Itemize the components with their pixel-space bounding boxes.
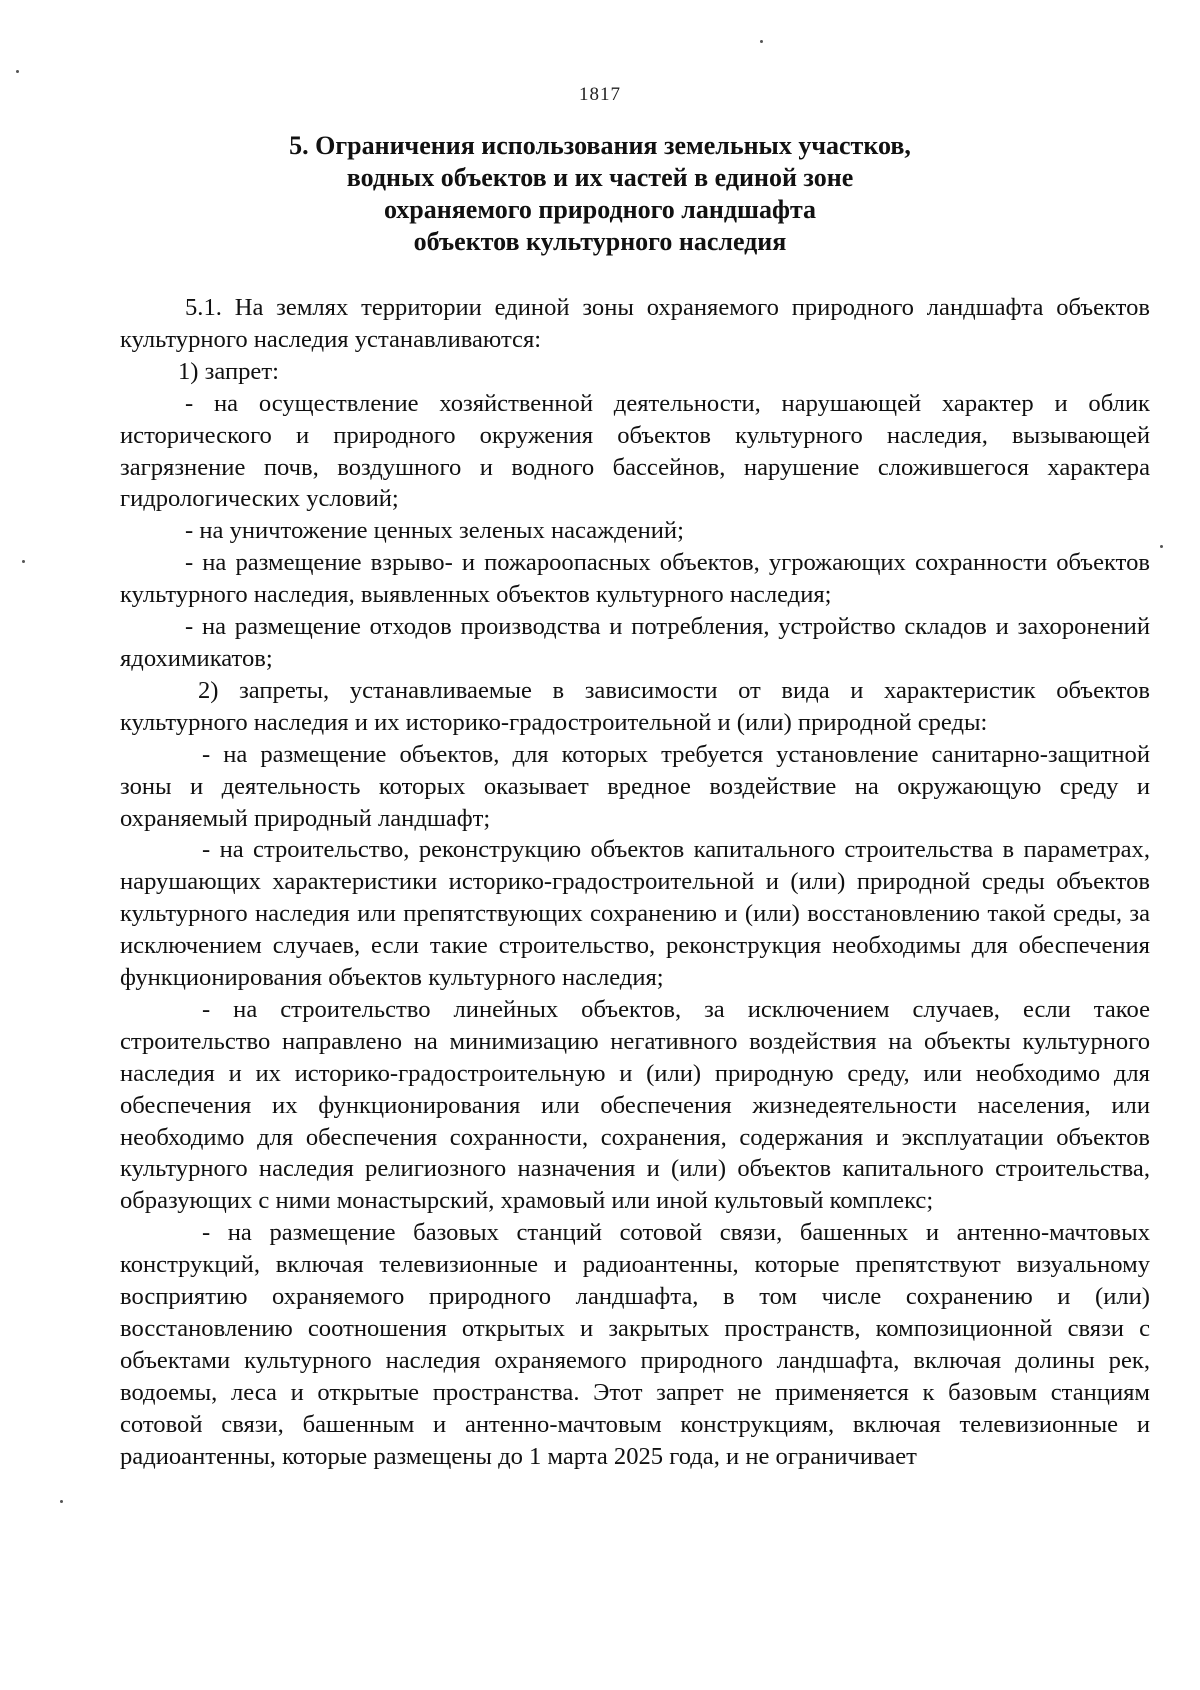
scan-speck (1160, 545, 1163, 548)
prohibition-item: - на строительство линейных объектов, за исключением случаев, если такое строительство направлено на минимизацию негативного воздействия на объекты культурного наследия и их историко-градостроительную и (или) природную среду, или необходимо для обеспечения их функционирования или обеспечения жизнедеятельности населения, или необходимо для обеспечения сохранности, сохранения, содержания и эксплуатации объектов культурного наследия религиозного назначения и (или) объектов капитального строительства, образующих с ними монастырский, храмовый или иной культовый комплекс; (120, 995, 1150, 1215)
scan-speck (22, 560, 25, 563)
prohibition-item: - на размещение объектов, для которых требуется установление санитарно-защитной зоны и деятельность которых оказывает вредное воздействие на окружающую среду и охраняемый природный ландшафт; (120, 740, 1150, 832)
list-item-2: 2) запреты, устанавливаемые в зависимости от вида и характеристик объектов культурного наследия и их историко-градостроительной и (или) природной среды: (120, 676, 1150, 736)
scan-speck (16, 70, 19, 73)
page-number: 1817 (579, 84, 621, 105)
scan-speck (60, 1500, 63, 1503)
prohibition-item: - на размещение взрыво- и пожароопасных объектов, угрожающих сохранности объектов культурного наследия, выявленных объектов культурного наследия; (120, 549, 1150, 609)
scan-speck (760, 40, 763, 43)
heading-line: объектов культурного наследия (413, 227, 787, 256)
prohibition-item: - на размещение базовых станций сотовой связи, башенных и антенно-мачтовых конструкций, включая телевизионные и радиоантенны, которые препятствуют визуальному восприятию охраняемого природного ландшафта, в том числе сохранению и (или) восстановлению соотношения открытых и закрытых пространств, композиционной связи с объектами культурного наследия охраняемого природного ландшафта, включая долины рек, водоемы, леса и открытые пространства. Этот запрет не применяется к базовым станциям сотовой связи, башенным и антенно-мачтовым конструкциям, включая телевизионные и радиоантенны, которые размещены до 1 марта 2025 года, и не ограничивает (120, 1219, 1150, 1470)
list-item-1: 1) запрет: (178, 357, 279, 385)
document-body (120, 292, 1150, 1473)
prohibition-item: - на осуществление хозяйственной деятельности, нарушающей характер и облик исторического и природного окружения объектов культурного наследия, вызывающей загрязнение почв, воздушного и водного бассейнов, нарушение сложившегося характера гидрологических условий; (120, 389, 1150, 513)
paragraph-5-1: 5.1. На землях территории единой зоны охраняемого природного ландшафта объектов культурного наследия устанавливаются: (120, 294, 1150, 353)
section-heading (0, 130, 1200, 258)
heading-line: водных объектов и их частей в единой зоне (346, 163, 854, 192)
prohibition-item: - на уничтожение ценных зеленых насаждений; (185, 517, 684, 545)
prohibition-item: - на строительство, реконструкцию объектов капитального строительства в параметрах, нарушающих характеристики историко-градостроительной и (или) природной среды объектов культурного наследия или препятствующих сохранению и (или) восстановлению такой среды, за исключением случаев, если такие строительство, реконструкция необходимы для обеспечения функционирования объектов культурного наследия; (120, 836, 1150, 992)
prohibition-item: - на размещение отходов производства и потребления, устройство складов и захоронений ядохимикатов; (120, 613, 1150, 672)
heading-line: 5. Ограничения использования земельных участков, (289, 131, 911, 160)
heading-line: охраняемого природного ландшафта (383, 195, 817, 224)
